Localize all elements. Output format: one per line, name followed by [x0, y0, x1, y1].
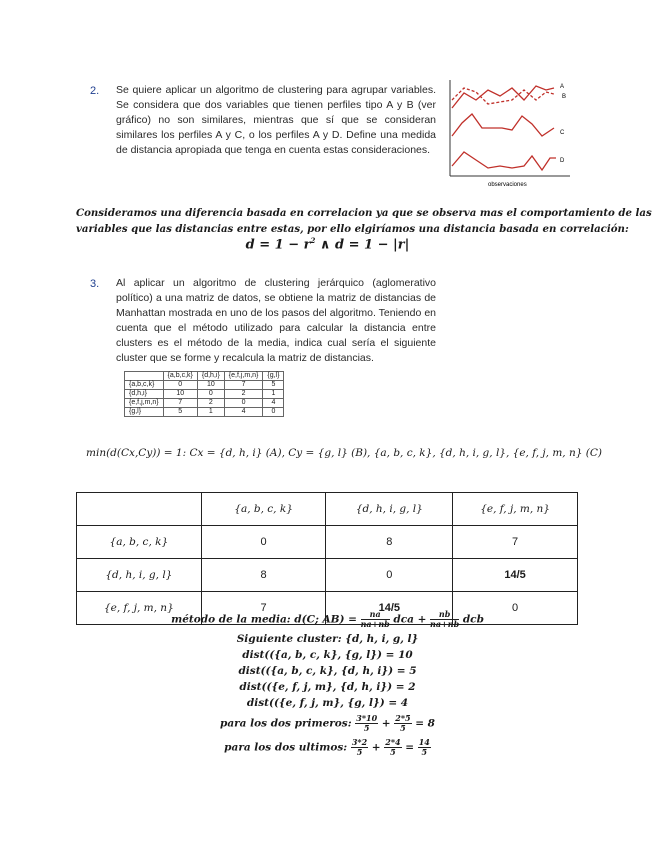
table-row: {a,b,c,k} 0 10 7 5: [125, 381, 284, 390]
question-2-text: Se quiere aplicar un algoritmo de clustering para agrupar variables. Se considera que dos variables que tienen perfiles tipo A y B (ver gráfico) no son similares, mientras que sí que se consideran similares los perfiles A y C, o los perfiles A y D. Define una medida de distancia apropiada que tenga en cuenta estas consideraciones.: [116, 84, 436, 156]
profile-b-line: [452, 88, 554, 104]
profiles-figure: [446, 78, 576, 193]
last-two-calculation: para los dos ultimos: $\frac{3*2}{5}$ + $\frac{2*4}{5}$ = $\frac{14}{5}$: [224, 737, 430, 757]
table-row: {d,h,i} 10 0 2 1: [125, 390, 284, 399]
first-two-calculation: para los dos primeros: $\frac{3*10}{5}$ + $\frac{2*5}{5}$ = 8: [220, 713, 435, 733]
answer-line-1: Consideramos una diferencia basada en correlacion ya que se observa mas el comportamiento de las: [76, 207, 652, 219]
dist-line: dist(({a, b, c, k}, {d, h, i}) = 5: [238, 665, 417, 677]
label-a: A: [560, 84, 565, 90]
recalculated-distance-table: {a, b, c, k} {d, h, i, g, l} {e, f, j, m, n} {a, b, c, k} 0 8 7 {d, h, i, g, l} 8 0 14/5 {e, f, j, m, n} 7 14/5 0: [76, 492, 578, 625]
profile-d-line: [452, 152, 556, 170]
dist-line: dist(({a, b, c, k}, {g, l}) = 10: [242, 649, 413, 661]
next-cluster: Siguiente cluster: {d, h, i, g, l}: [236, 633, 419, 645]
table-row: {a, b, c, k} 0 8 7: [77, 526, 578, 559]
dist-line: dist(({e, f, j, m}, {g, l}) = 4: [246, 697, 409, 709]
table-row: {g,l} 5 1 4 0: [125, 408, 284, 417]
min-distance-line: min(d(Cx,Cy)) = 1: Cx = {d, h, i} (A), Cy = {g, l} (B), {a, b, c, k}, {d, h, i, g, l}, {e, f, j, m, n} (C): [86, 447, 602, 459]
question-3-text: Al aplicar un algoritmo de clustering jerárquico (aglomerativo político) a una matriz de datos, se obtiene la matriz de distancias de Manhattan mostrada en uno de los pasos del algoritmo. Teniendo en cuenta que el método utilizado para calcular la distancia entre clusters es el método de la media, indica cual sería el siguiente cluster que se forme y recalcula la matriz de distancias.: [116, 277, 436, 364]
profile-c-line: [452, 114, 554, 136]
figure-xlabel: observaciones: [488, 182, 527, 188]
manhattan-distance-table: {a,b,c,k} {d,h,i} {e,f,j,m,n} {g,l} {a,b,c,k} 0 10 7 5 {d,h,i} 10 0 2 1 {e,f,j,m,n} 7 2 0 4 {g,l} 5 1 4 0: [124, 371, 284, 417]
answer-line-2: variables que las distancias entre estas, por ello elgiríamos una distancia basada en correlación:: [76, 223, 629, 235]
table-row: {d, h, i, g, l} 8 0 14/5: [77, 559, 578, 592]
dist-line: dist(({e, f, j, m}, {d, h, i}) = 2: [239, 681, 416, 693]
label-d: D: [560, 158, 565, 164]
distance-formula: $d = 1 - r^2$ ∧ d = 1 − |r|: [245, 236, 410, 253]
question-2-number: 2.: [90, 85, 100, 97]
table-row: {e, f, j, m, n} 7 14/5 0: [77, 592, 578, 625]
mean-method-formula: método de la media: d(C; AB) = $\frac{na}{na+nb}$ dca + $\frac{nb}{na+nb}$ dcb: [171, 609, 484, 629]
question-3-number: 3.: [90, 278, 100, 290]
label-c: C: [560, 130, 565, 136]
table-row: {e,f,j,m,n} 7 2 0 4: [125, 399, 284, 408]
label-b: B: [562, 94, 567, 100]
